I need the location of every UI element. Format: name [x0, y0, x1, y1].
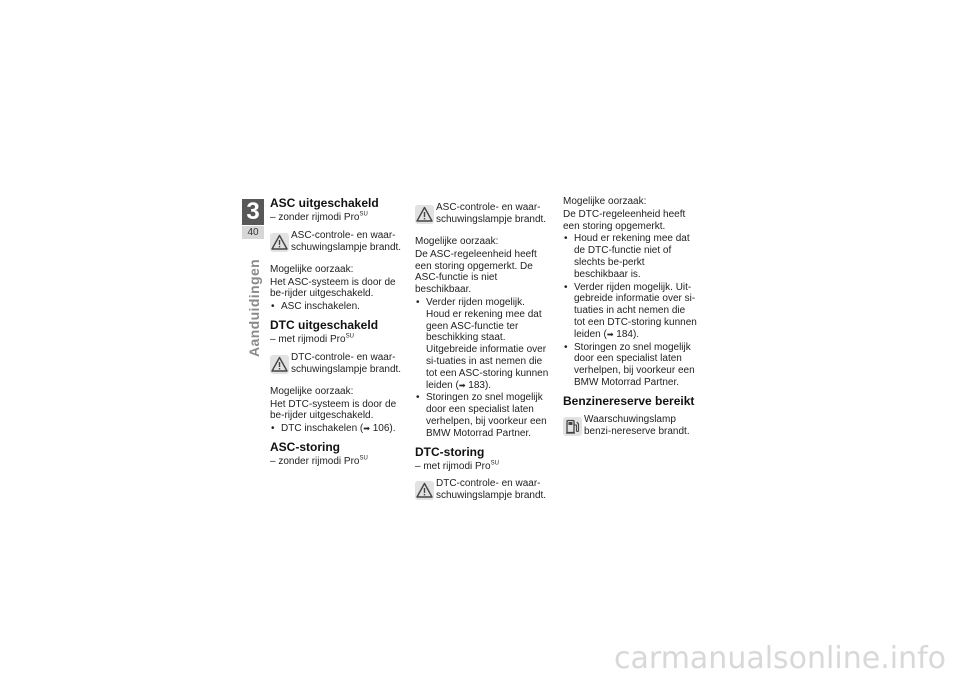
bullet-text: Storingen zo snel mogelijk door een specialist laten verhelpen, bij voorkeur een BMW Motorrad Partner.	[426, 392, 547, 439]
fuel-pump-icon	[563, 417, 582, 436]
condition-superscript: SU	[490, 460, 499, 467]
bullet-text: Verder rijden mogelijk. Houd er rekening mee dat geen ASC-functie ter beschikking staat. Uitgebreide informatie over si-tuaties in ast nemen die tot een ASC-storing kunnen leiden (	[426, 296, 549, 391]
section-heading: ASC-storing	[270, 439, 340, 454]
arrow-right-icon: ➡	[363, 424, 370, 434]
paragraph: Mogelijke oorzaak:	[270, 385, 354, 397]
condition-text: – zonder rijmodi Pro	[270, 212, 360, 223]
paragraph: Mogelijke oorzaak:	[415, 236, 499, 247]
warning-triangle-icon	[270, 355, 289, 374]
warning-triangle-icon	[270, 233, 289, 252]
warning-triangle-icon	[415, 205, 434, 224]
variant-condition	[270, 334, 406, 346]
paragraph: De ASC-regeleenheid heeft een storing opgemerkt. De ASC-functie is niet beschikbaar.	[415, 248, 537, 296]
variant-condition	[270, 456, 406, 468]
section-heading: DTC-storing	[415, 444, 485, 459]
column-1	[270, 196, 406, 472]
indicator-lamp-note	[270, 352, 406, 380]
bullet-item	[563, 342, 699, 389]
column-3	[563, 196, 699, 448]
section-heading: ASC uitgeschakeld	[270, 196, 379, 210]
paragraph: Mogelijke oorzaak:	[563, 196, 647, 207]
indicator-lamp-note	[415, 202, 551, 230]
lamp-description: ASC-controle- en waar-schuwingslampje brandt.	[436, 202, 547, 225]
bullet-text: Houd er rekening mee dat de DTC-functie niet of slechts be-perkt beschikbaar is.	[574, 233, 690, 280]
variant-condition	[270, 212, 406, 224]
arrow-right-icon: ➡	[458, 380, 466, 390]
bullet-text: DTC inschakelen (	[281, 423, 364, 435]
watermark: carmanualsonline.info	[614, 641, 946, 676]
section-heading: DTC uitgeschakeld	[270, 317, 379, 332]
lamp-description: DTC-controle- en waar-schuwingslampje brandt.	[436, 478, 547, 502]
column-2	[415, 196, 551, 512]
page-number: 40	[242, 226, 264, 239]
section-heading: Benzinereserve bereikt	[563, 393, 695, 408]
lamp-description: ASC-controle- en waar-schuwingslampje brandt.	[291, 229, 402, 253]
indicator-lamp-note	[563, 414, 699, 442]
lamp-description: DTC-controle- en waar-schuwingslampje brandt.	[291, 351, 402, 375]
condition-superscript: SU	[359, 211, 368, 218]
condition-superscript: SU	[345, 333, 354, 340]
bullet-item	[563, 233, 699, 280]
bullet-item	[563, 282, 699, 341]
lamp-description: Waarschuwingslamp benzi-nereserve brandt.	[584, 413, 690, 437]
chapter-title: Aanduidingen	[246, 258, 262, 357]
condition-text: – met rijmodi Pro	[270, 333, 346, 345]
chapter-number: 3	[242, 199, 264, 225]
paragraph: Het DTC-systeem is door de be-rijder uitgeschakeld.	[270, 398, 397, 422]
bullet-item	[270, 423, 406, 435]
arrow-right-icon: ➡	[606, 329, 614, 339]
indicator-lamp-note	[415, 478, 551, 506]
bullet-item	[415, 297, 551, 391]
bullet-text: Verder rijden mogelijk. Uit-gebreide informatie over si-tuaties in acht nemen die tot een DTC-storing kunnen leiden (	[574, 281, 697, 340]
warning-triangle-icon	[415, 481, 434, 500]
condition-text: – zonder rijmodi Pro	[270, 455, 360, 467]
bullet-text: ASC inschakelen.	[281, 301, 360, 313]
page-reference: 183).	[465, 379, 492, 391]
bullet-item	[270, 301, 406, 313]
bullet-item	[415, 392, 551, 439]
condition-text: – met rijmodi Pro	[415, 460, 491, 472]
variant-condition	[415, 461, 551, 473]
paragraph: Het ASC-systeem is door de be-rijder uitgeschakeld.	[270, 276, 396, 300]
page-reference: 184).	[613, 328, 640, 340]
bullet-text: Storingen zo snel mogelijk door een specialist laten verhelpen, bij voorkeur een BMW Motorrad Partner.	[574, 341, 695, 388]
indicator-lamp-note	[270, 230, 406, 258]
page-reference: 106).	[369, 423, 396, 435]
paragraph: Mogelijke oorzaak:	[270, 263, 354, 275]
paragraph: De DTC-regeleenheid heeft een storing opgemerkt.	[563, 208, 686, 232]
condition-superscript: SU	[359, 455, 368, 462]
